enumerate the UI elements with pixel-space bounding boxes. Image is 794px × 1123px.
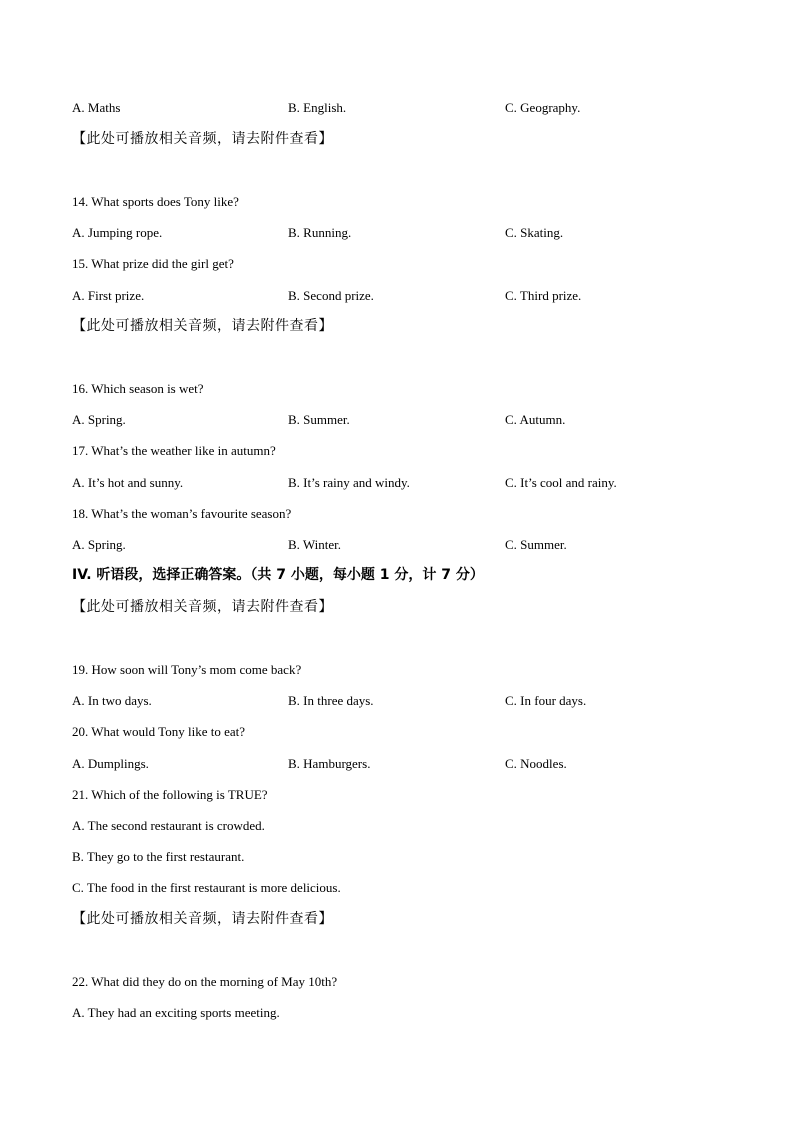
q17-option-a: A. It’s hot and sunny.: [72, 475, 184, 490]
q16-option-c: C. Autumn.: [505, 412, 566, 427]
q20-option-b: B. Hamburgers.: [288, 756, 371, 771]
q19-question: 19. How soon will Tony’s mom come back?: [72, 662, 302, 677]
q13-option-b: B. English.: [288, 100, 347, 115]
q22-option-a: A. They had an exciting sports meeting.: [72, 1005, 280, 1020]
q20-question: 20. What would Tony like to eat?: [72, 724, 245, 739]
q21-question: 21. Which of the following is TRUE?: [72, 787, 268, 802]
section-heading: IV. 听语段，选择正确答案。（共 7 小题，每小题 1 分，计 7 分）: [72, 567, 484, 583]
q17-option-c: C. It’s cool and rainy.: [505, 475, 617, 490]
q17-option-b: B. It’s rainy and windy.: [288, 475, 410, 490]
q14-option-c: C. Skating.: [505, 225, 564, 240]
q19-option-a: A. In two days.: [72, 693, 152, 708]
q13-option-a: A. Maths: [72, 100, 121, 115]
q18-option-c: C. Summer.: [505, 537, 567, 552]
q15-option-c: C. Third prize.: [505, 288, 582, 303]
q15-option-a: A. First prize.: [72, 288, 145, 303]
audio-note: 【此处可播放相关音频，请去附件查看】: [72, 318, 333, 334]
audio-note: 【此处可播放相关音频，请去附件查看】: [72, 131, 333, 147]
q15-question: 15. What prize did the girl get?: [72, 256, 234, 271]
q18-option-a: A. Spring.: [72, 537, 126, 552]
q20-option-c: C. Noodles.: [505, 756, 567, 771]
q19-option-c: C. In four days.: [505, 693, 587, 708]
q22-question: 22. What did they do on the morning of May 10th?: [72, 974, 338, 989]
q14-option-b: B. Running.: [288, 225, 352, 240]
audio-note: 【此处可播放相关音频，请去附件查看】: [72, 599, 333, 615]
q16-option-a: A. Spring.: [72, 412, 126, 427]
q13-option-c: C. Geography.: [505, 100, 581, 115]
q14-option-a: A. Jumping rope.: [72, 225, 163, 240]
q21-option-b: B. They go to the first restaurant.: [72, 849, 245, 864]
q16-option-b: B. Summer.: [288, 412, 350, 427]
audio-note: 【此处可播放相关音频，请去附件查看】: [72, 911, 333, 927]
q21-option-a: A. The second restaurant is crowded.: [72, 818, 265, 833]
q18-option-b: B. Winter.: [288, 537, 342, 552]
q20-option-a: A. Dumplings.: [72, 756, 149, 771]
q17-question: 17. What’s the weather like in autumn?: [72, 443, 276, 458]
q15-option-b: B. Second prize.: [288, 288, 374, 303]
q21-option-c: C. The food in the first restaurant is more delicious.: [72, 880, 341, 895]
q19-option-b: B. In three days.: [288, 693, 374, 708]
q16-question: 16. Which season is wet?: [72, 381, 204, 396]
q18-question: 18. What’s the woman’s favourite season?: [72, 506, 292, 521]
q14-question: 14. What sports does Tony like?: [72, 194, 239, 209]
